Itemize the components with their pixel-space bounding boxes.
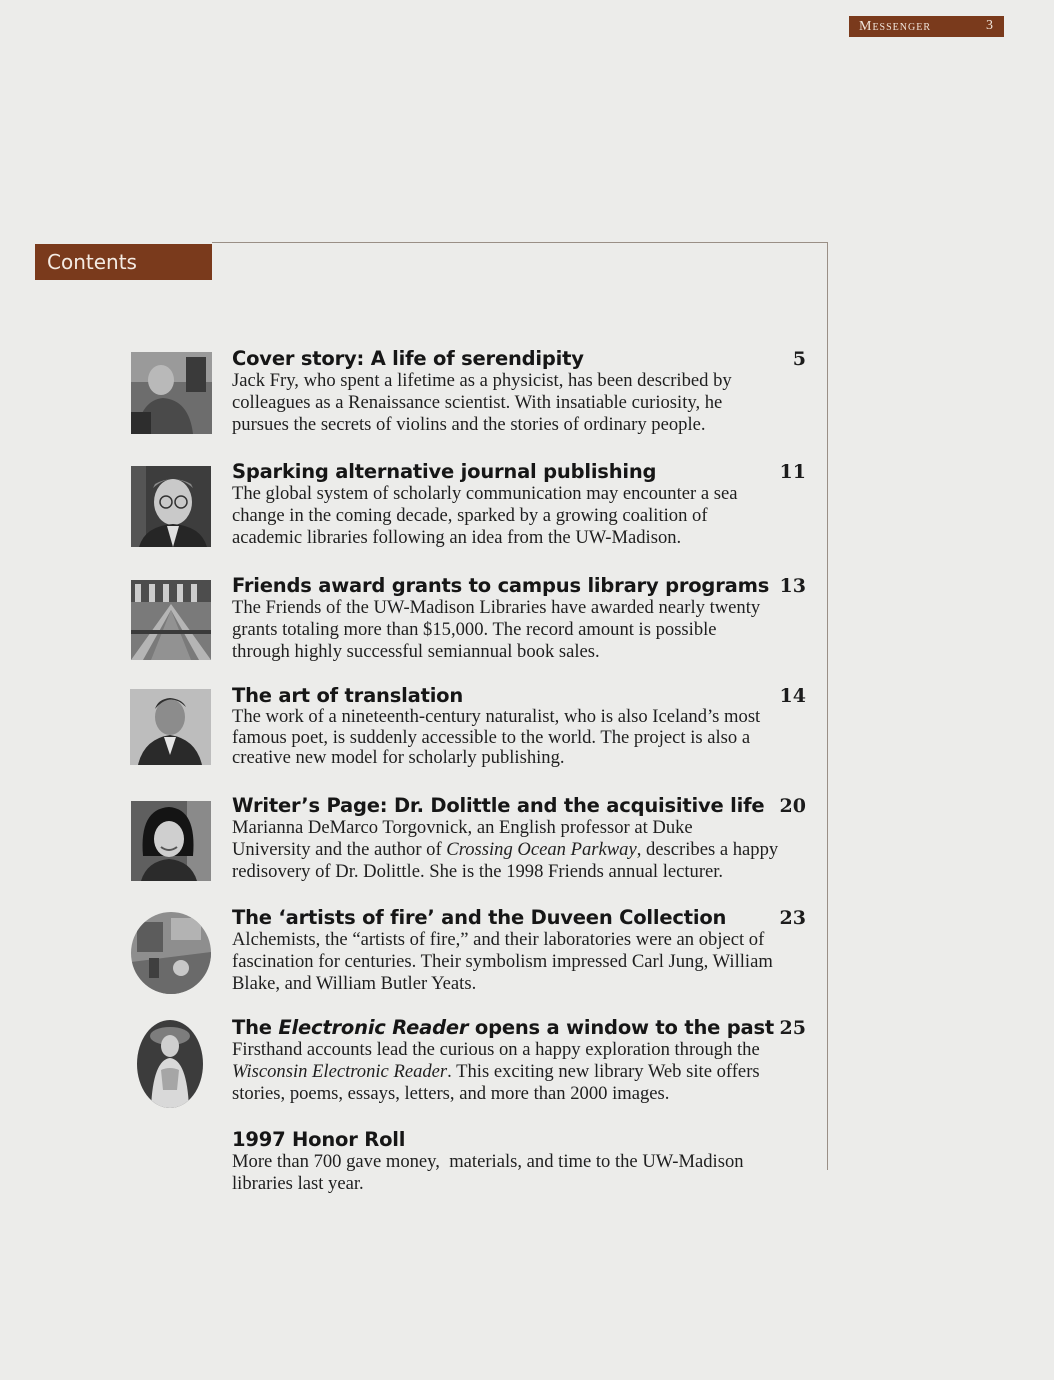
cover-story-photo bbox=[131, 352, 212, 434]
entry-description bbox=[232, 1039, 806, 1105]
portrait-photo-glasses bbox=[131, 466, 211, 547]
entry-page-number: 13 bbox=[779, 575, 806, 597]
frame-top-rule bbox=[212, 242, 828, 243]
toc-entry-honor-roll[interactable] bbox=[232, 1127, 806, 1195]
desc-line: creative new model for scholarly publishing. bbox=[232, 747, 565, 768]
desc-line: grants totaling more than $15,000. The record amount is possible bbox=[232, 619, 717, 640]
desc-line: fascination for centuries. Their symbolism impressed Carl Jung, William bbox=[232, 951, 773, 972]
desc-line: academic libraries following an idea from the UW-Madison. bbox=[232, 527, 682, 548]
desc-text: , describes a happy bbox=[636, 839, 779, 860]
entry-title[interactable]: The ‘artists of fire’ and the Duveen Collection bbox=[232, 906, 727, 929]
title-text: The bbox=[232, 1016, 279, 1039]
entry-page-number: 14 bbox=[779, 685, 806, 707]
toc-entry-artists-of-fire[interactable] bbox=[232, 905, 806, 995]
alchemy-engraving-medallion bbox=[131, 912, 211, 994]
desc-line: pursues the secrets of violins and the stories of ordinary people. bbox=[232, 414, 706, 435]
book-title: Crossing Ocean Parkway bbox=[446, 839, 637, 860]
publication-name: Messenger bbox=[859, 19, 932, 34]
toc-entry-electronic-reader[interactable] bbox=[232, 1015, 806, 1105]
toc-entry-friends-grants[interactable] bbox=[232, 573, 806, 663]
entry-title[interactable] bbox=[232, 1015, 806, 1041]
desc-line: The global system of scholarly communication may encounter a sea bbox=[232, 483, 738, 504]
entry-description bbox=[232, 370, 806, 436]
entry-title[interactable]: Friends award grants to campus library programs bbox=[232, 574, 770, 597]
contents-heading: Contents bbox=[35, 244, 212, 280]
entry-description bbox=[232, 707, 806, 769]
woman-portrait-photo bbox=[131, 801, 211, 881]
desc-line bbox=[232, 839, 806, 861]
victorian-woman-medallion bbox=[137, 1020, 203, 1108]
library-hall-photo bbox=[131, 580, 211, 660]
entry-description bbox=[232, 817, 806, 883]
desc-line: libraries last year. bbox=[232, 1173, 364, 1194]
desc-line: stories, poems, essays, letters, and more than 2000 images. bbox=[232, 1083, 670, 1104]
engraved-portrait bbox=[130, 689, 211, 765]
desc-line: Marianna DeMarco Torgovnick, an English professor at Duke bbox=[232, 817, 693, 838]
desc-line: Alchemists, the “artists of fire,” and their laboratories were an object of bbox=[232, 929, 765, 950]
desc-line: The work of a nineteenth-century naturalist, who is also Iceland’s most bbox=[232, 706, 761, 727]
entry-title[interactable]: The art of translation bbox=[232, 684, 464, 707]
desc-line: Firsthand accounts lead the curious on a happy exploration through the bbox=[232, 1039, 760, 1060]
desc-line bbox=[232, 1061, 806, 1083]
entry-description bbox=[232, 929, 806, 995]
desc-text: University and the author of bbox=[232, 839, 447, 860]
desc-line: redisovery of Dr. Dolittle. She is the 1998 Friends annual lecturer. bbox=[232, 861, 724, 882]
entry-page-number: 23 bbox=[779, 907, 806, 929]
toc-entry-journal-publishing[interactable] bbox=[232, 459, 806, 549]
entry-page-number: 25 bbox=[779, 1017, 806, 1039]
page-number: 3 bbox=[986, 18, 994, 33]
desc-text: . This exciting new library Web site offers bbox=[447, 1061, 760, 1082]
entry-title[interactable]: 1997 Honor Roll bbox=[232, 1128, 406, 1151]
desc-line: famous poet, is suddenly accessible to the world. The project is also a bbox=[232, 726, 751, 748]
title-italic: Electronic Reader bbox=[278, 1016, 469, 1039]
entry-page-number: 5 bbox=[792, 348, 806, 370]
entry-description bbox=[232, 483, 806, 549]
frame-right-rule bbox=[827, 242, 828, 1170]
entry-page-number: 11 bbox=[779, 461, 806, 483]
entry-title[interactable]: Cover story: A life of serendipity bbox=[232, 347, 584, 370]
toc-entry-art-of-translation[interactable] bbox=[232, 683, 806, 769]
desc-line: The Friends of the UW-Madison Libraries have awarded nearly twenty bbox=[232, 597, 761, 618]
entry-title[interactable]: Sparking alternative journal publishing bbox=[232, 460, 657, 483]
toc-entry-cover-story[interactable] bbox=[232, 346, 806, 436]
title-text: opens a window to the past bbox=[468, 1016, 774, 1039]
running-header bbox=[849, 16, 1004, 37]
desc-line: More than 700 gave money, materials, and time to the UW-Madison bbox=[232, 1151, 744, 1172]
entry-description bbox=[232, 1151, 806, 1195]
site-title: Wisconsin Electronic Reader bbox=[232, 1061, 448, 1082]
desc-line: through highly successful semiannual book sales. bbox=[232, 641, 600, 662]
entry-description bbox=[232, 597, 806, 663]
toc-entry-writers-page[interactable] bbox=[232, 793, 806, 883]
desc-line: Jack Fry, who spent a lifetime as a physicist, has been described by bbox=[232, 370, 732, 391]
entry-page-number: 20 bbox=[779, 795, 806, 817]
entry-title[interactable]: Writer’s Page: Dr. Dolittle and the acquisitive life bbox=[232, 794, 765, 817]
desc-line: Blake, and William Butler Yeats. bbox=[232, 973, 477, 994]
desc-line: colleagues as a Renaissance scientist. With insatiable curiosity, he bbox=[232, 392, 723, 413]
desc-line: change in the coming decade, sparked by a growing coalition of bbox=[232, 505, 708, 526]
